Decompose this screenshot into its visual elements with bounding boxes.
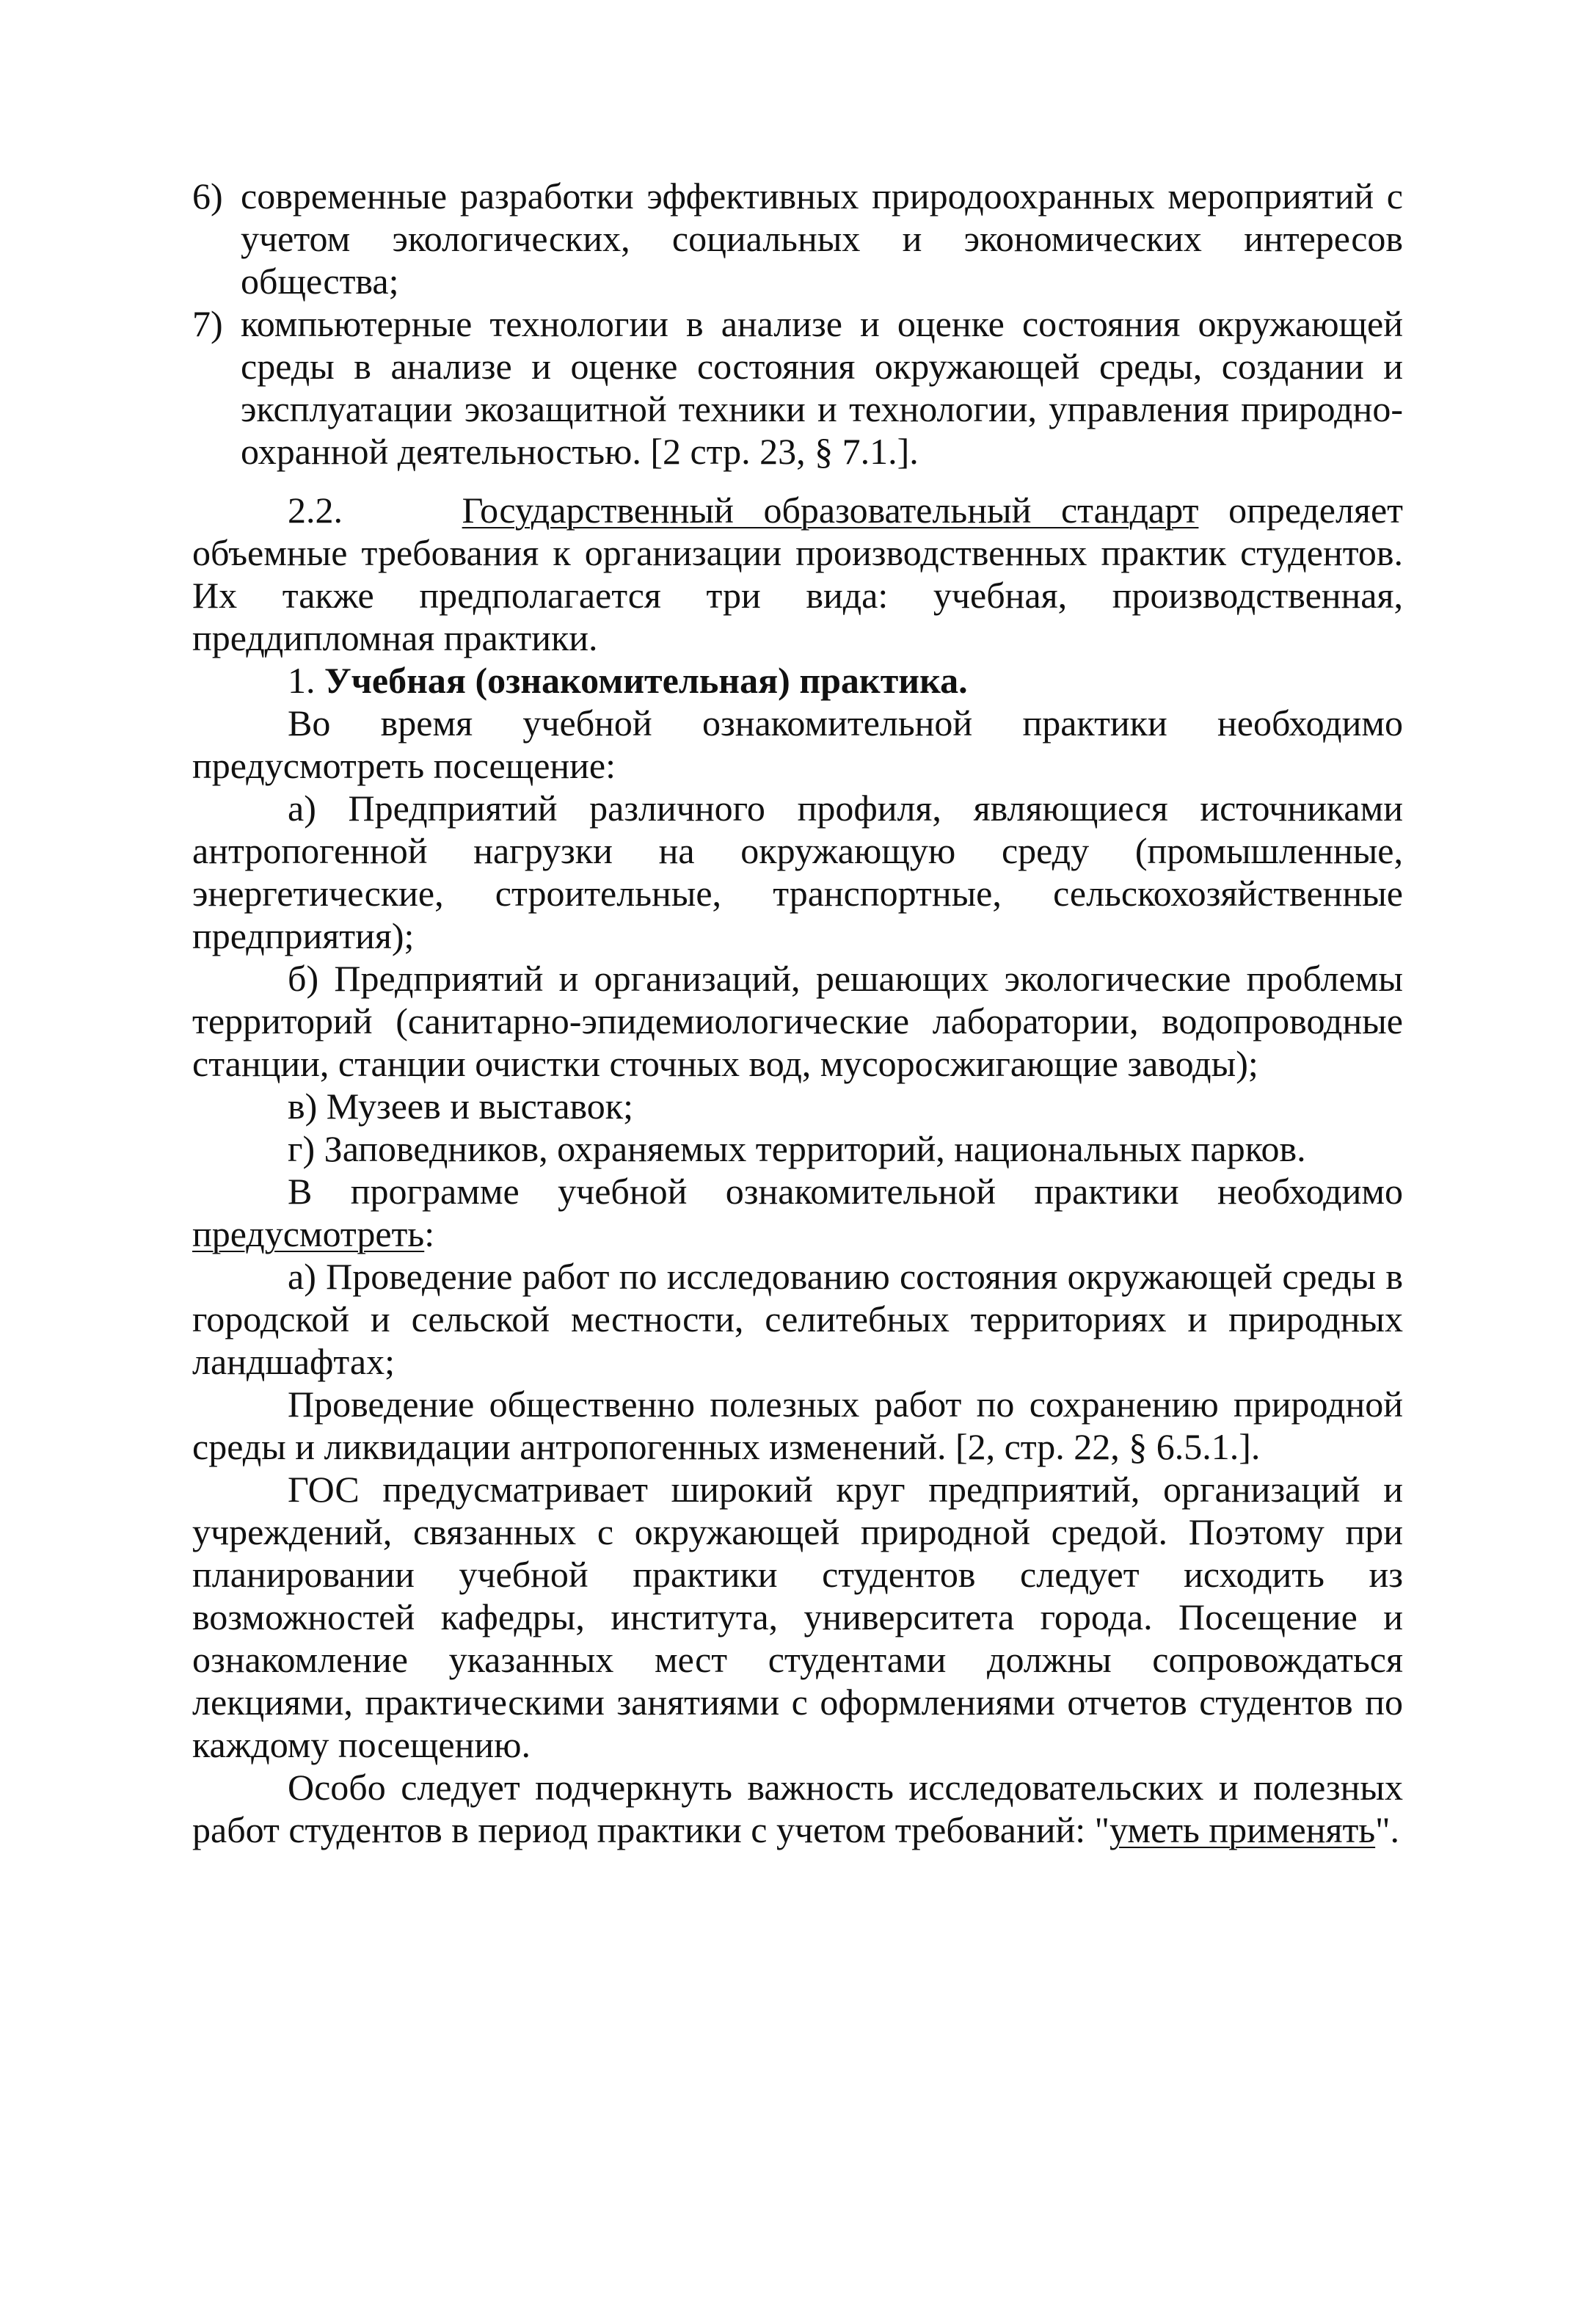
visit-item-b: б) Предприятий и организаций, решающих экологические проблемы территорий (санитарно-эпидемиологические лаборатории, водопроводные станции, станции очистки сточных вод, мусоросжигающие заводы); bbox=[192, 958, 1403, 1084]
program-intro-underlined: предусмотреть bbox=[192, 1213, 425, 1254]
section-2-2-paragraph bbox=[192, 489, 1403, 659]
final-paragraph-end: ". bbox=[1375, 1809, 1400, 1850]
visit-item-g: г) Заповедников, охраняемых территорий, национальных парков. bbox=[288, 1128, 1306, 1169]
final-paragraph-underlined: уметь применять bbox=[1109, 1809, 1376, 1850]
practice-heading bbox=[192, 659, 1403, 702]
gos-paragraph: ГОС предусматривает широкий круг предприятий, организаций и учреждений, связанных с окружающей природной средой. Поэтому при планировании учебной практики студентов следует исходить из возможностей кафедры, института, университета города. Посещение и ознакомление указанных мест студентами должны сопровождаться лекциями, практическими занятиями с оформлениями отчетов студентов по каждому посещению. bbox=[192, 1469, 1403, 1765]
program-intro-colon: : bbox=[424, 1213, 435, 1254]
section-text: определяет объемные требования к организации производственных практик студентов. Их также предполагается три вида: учебная, производственная, преддипломная практики. bbox=[192, 490, 1403, 658]
final-paragraph-text: Особо следует подчеркнуть важность исследовательских и полезных работ студентов в период практики с учетом требований: " bbox=[192, 1767, 1403, 1850]
list-item-7 bbox=[192, 302, 1403, 473]
practice-heading-number: 1. bbox=[288, 660, 324, 701]
list-number: 6) bbox=[192, 175, 223, 217]
list-item-text: компьютерные технологии в анализе и оценке состояния окружающей среды в анализе и оценке состояния окружающей среды, создании и эксплуатации экозащитной техники и технологии, управления природно-охранной деятельностью. [2 стр. 23, § 7.1.]. bbox=[241, 303, 1403, 472]
list-item-text: современные разработки эффективных природоохранных мероприятий с учетом экологических, социальных и экономических интересов общества; bbox=[241, 175, 1403, 302]
gos-standard-link-text: Государственный образовательный стандарт bbox=[462, 490, 1199, 531]
program-item-b: Проведение общественно полезных работ по сохранению природной среды и ликвидации антропогенных изменений. [2, стр. 22, § 6.5.1.]. bbox=[192, 1384, 1403, 1467]
final-paragraph bbox=[192, 1766, 1403, 1851]
visit-item-v: в) Музеев и выставок; bbox=[288, 1086, 633, 1127]
visit-item-a: а) Предприятий различного профиля, являющиеся источниками антропогенной нагрузки на окружающую среду (промышленные, энергетические, строительные, транспортные, сельскохозяйственные предприятия); bbox=[192, 788, 1403, 956]
program-item-a: а) Проведение работ по исследованию состояния окружающей среды в городской и сельской местности, селитебных территориях и природных ландшафтах; bbox=[192, 1256, 1403, 1382]
program-intro bbox=[192, 1170, 1403, 1255]
document-page bbox=[192, 175, 1403, 1851]
practice-heading-title: Учебная (ознакомительная) практика. bbox=[324, 660, 968, 701]
program-intro-text: В программе учебной ознакомительной практики необходимо bbox=[288, 1171, 1403, 1212]
list-number: 7) bbox=[192, 303, 223, 344]
visit-intro: Во время учебной ознакомительной практики необходимо предусмотреть посещение: bbox=[192, 702, 1403, 786]
list-item-6 bbox=[192, 175, 1403, 302]
section-number: 2.2. bbox=[288, 490, 343, 531]
